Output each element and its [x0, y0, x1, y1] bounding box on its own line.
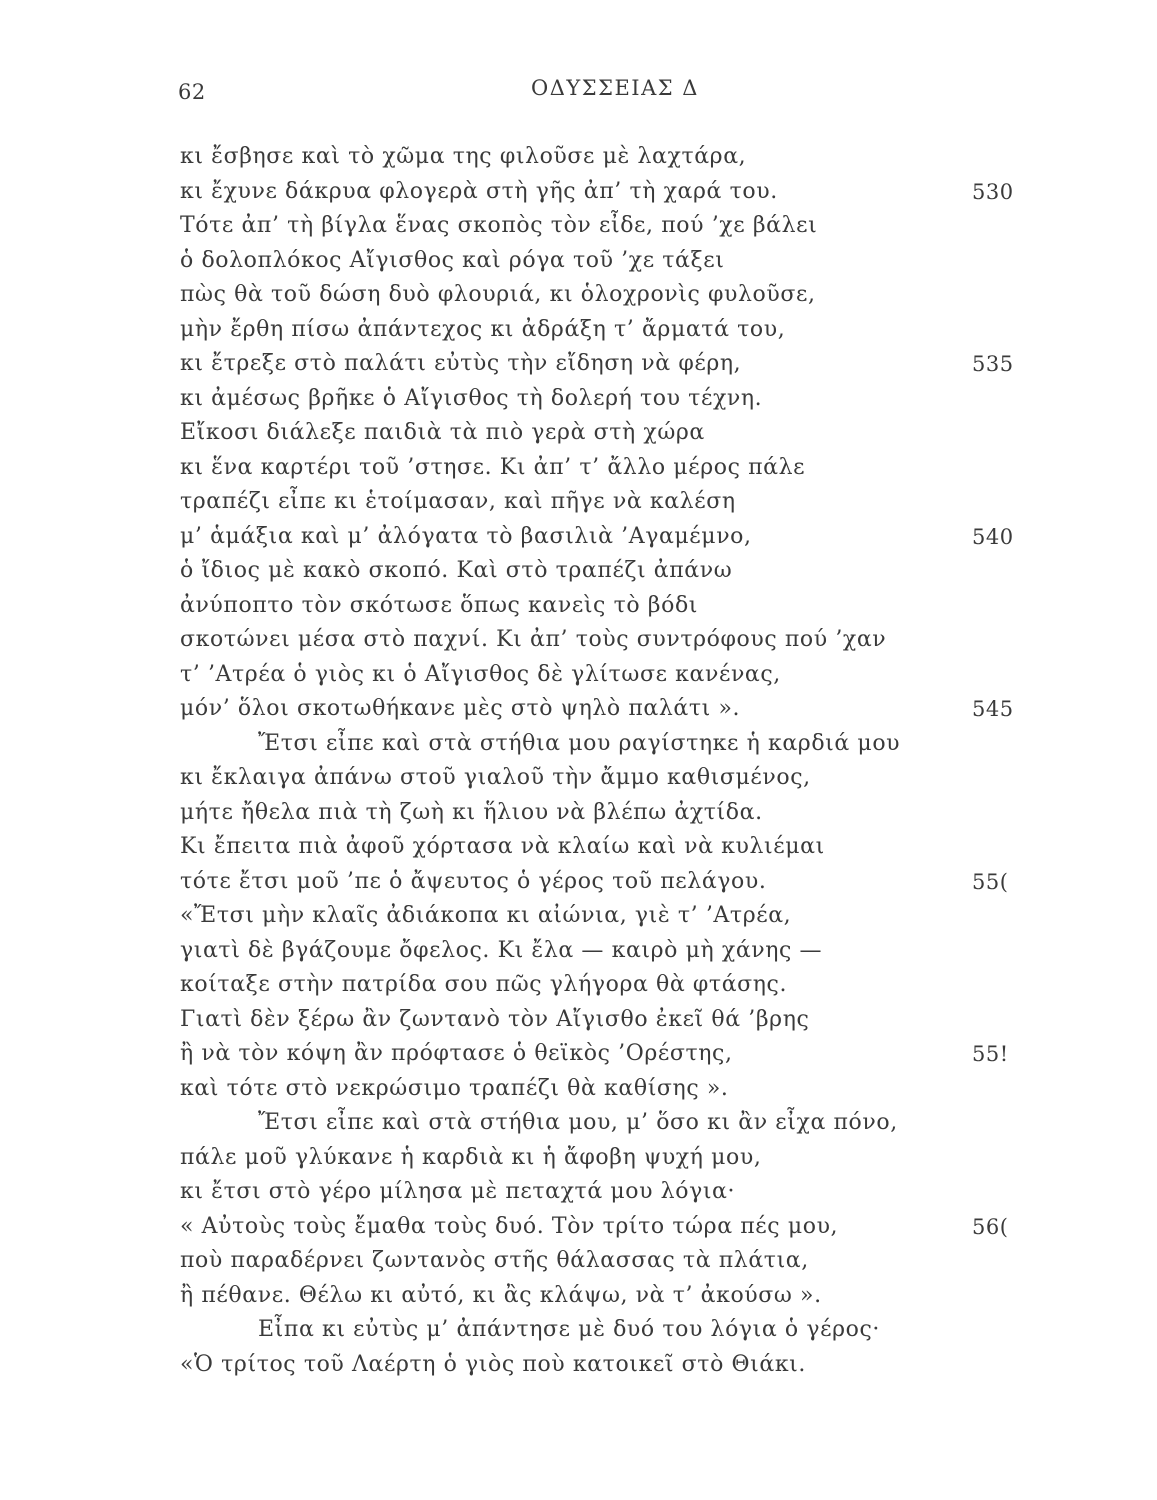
verse-line-text: πὼς θὰ τοῦ δώση δυὸ φλουριά, κι ὁλοχρονὶς φυλοῦσε,: [180, 282, 816, 307]
verse-line: [0, 554, 1157, 589]
line-number: 540: [972, 524, 1014, 549]
line-number: 56(: [972, 1214, 1009, 1239]
verse-line-text: ἀνύποπτο τὸν σκότωσε ὅπως κανεὶς τὸ βόδι: [180, 592, 699, 618]
verse-line-text: κι ἔχυνε δάκρυα φλογερὰ στὴ γῆς ἀπ’ τὴ χαρά του.: [180, 178, 778, 204]
verse-line-text: Τότε ἀπ’ τὴ βίγλα ἕνας σκοπὸς τὸν εἶδε, πού ’χε βάλει: [180, 213, 818, 238]
verse-line: [0, 347, 1157, 382]
verse-line: [0, 416, 1157, 451]
verse-line: [0, 1210, 1157, 1245]
verse-line-text: ἢ πέθανε. Θέλω κι αὐτό, κι ἂς κλάψω, νὰ τ’ ἀκούσω ».: [180, 1282, 822, 1308]
verse-line: [0, 1003, 1157, 1038]
verse-line: [0, 1244, 1157, 1279]
verse-line-text: Ἔτσι εἶπε καὶ στὰ στήθια μου, μ’ ὅσο κι ἂν εἶχα πόνο,: [258, 1110, 898, 1135]
verse-line: [0, 761, 1157, 796]
line-number: 545: [972, 697, 1014, 721]
verse-line-text: ὁ δολοπλόκος Αἴγισθος καὶ ρόγα τοῦ ’χε τάξει: [180, 247, 725, 273]
verse-line: [0, 1072, 1157, 1107]
verse-line: [0, 623, 1157, 658]
verse-line-text: ποὺ παραδέρνει ζωντανὸς στῆς θάλασσας τὰ πλάτια,: [180, 1248, 809, 1273]
verse-line-text: πάλε μοῦ γλύκανε ἡ καρδιὰ κι ἡ ἄφοβη ψυχή μου,: [180, 1144, 762, 1170]
verse-line-text: Εἶπα κι εὐτὺς μ’ ἀπάντησε μὲ δυό του λόγια ὁ γέρος·: [258, 1317, 881, 1342]
line-number: 535: [972, 352, 1014, 376]
verse-line-text: γιατὶ δὲ βγάζουμε ὄφελος. Κι ἔλα — καιρὸ μὴ χάνης —: [180, 937, 823, 963]
verse-line-text: κι ἀμέσως βρῆκε ὁ Αἴγισθος τὴ δολερή του τέχνη.: [180, 385, 763, 411]
verse-line-text: μ’ ἁμάξια καὶ μ’ ἀλόγατα τὸ βασιλιὰ ’Αγαμέμνο,: [180, 523, 752, 549]
verse-line-text: σκοτώνει μέσα στὸ παχνί. Κι ἀπ’ τοὺς συντρόφους πού ’χαν: [180, 627, 887, 652]
verse-line: [0, 796, 1157, 831]
verse-line: [0, 865, 1157, 900]
page-header: [0, 72, 1157, 112]
verse-line: [0, 1106, 1157, 1141]
verse-line-text: Κι ἔπειτα πιὰ ἀφοῦ χόρτασα νὰ κλαίω καὶ νὰ κυλιέμαι: [180, 834, 825, 859]
verse-line-text: κι ἔκλαιγα ἀπάνω στοῦ γιαλοῦ τὴν ἄμμο καθισμένος,: [180, 765, 811, 790]
verse-line-text: μὴν ἔρθη πίσω ἀπάντεχος κι ἀδράξη τ’ ἄρματά του,: [180, 316, 786, 342]
verse-line: [0, 1348, 1157, 1383]
verse-line: [0, 244, 1157, 279]
verse-line: [0, 485, 1157, 520]
verse-line-text: Γιατὶ δὲν ξέρω ἂν ζωντανὸ τὸν Αἴγισθο ἐκεῖ θά ’βρης: [180, 1006, 810, 1032]
verse-line: [0, 727, 1157, 762]
verse-line: [0, 934, 1157, 969]
verse-line: [0, 1037, 1157, 1072]
verse-line: [0, 313, 1157, 348]
verse-text: [0, 140, 1157, 1382]
verse-line: [0, 209, 1157, 244]
verse-line: [0, 175, 1157, 210]
verse-line: [0, 899, 1157, 934]
verse-line: [0, 1175, 1157, 1210]
verse-line: [0, 1313, 1157, 1348]
verse-line: [0, 520, 1157, 555]
line-number: 55(: [972, 869, 1009, 894]
verse-line-text: κι ἔτσι στὸ γέρο μίλησα μὲ πεταχτά μου λόγια·: [180, 1179, 736, 1204]
line-number: 530: [972, 179, 1014, 204]
verse-line-text: καὶ τότε στὸ νεκρώσιμο τραπέζι θὰ καθίσης ».: [180, 1075, 729, 1101]
verse-line: [0, 692, 1157, 727]
running-head: ΟΔΥΣΣΕΙΑΣ Δ: [531, 76, 699, 100]
line-number: 55!: [972, 1042, 1009, 1066]
verse-line-text: ἢ νὰ τὸν κόψη ἂν πρόφτασε ὁ θεϊκὸς ’Ορέστης,: [180, 1041, 733, 1066]
page-number: 62: [178, 80, 206, 104]
verse-line-text: Εἴκοσι διάλεξε παιδιὰ τὰ πιὸ γερὰ στὴ χώρα: [180, 420, 705, 445]
verse-line-text: «Ὁ τρίτος τοῦ Λαέρτη ὁ γιὸς ποὺ κατοικεῖ στὸ Θιάκι.: [180, 1351, 806, 1377]
verse-line-text: Ἔτσι εἶπε καὶ στὰ στήθια μου ραγίστηκε ἡ καρδιά μου: [258, 730, 901, 756]
verse-line-text: ὁ ἴδιος μὲ κακὸ σκοπό. Καὶ στὸ τραπέζι ἀπάνω: [180, 558, 733, 583]
verse-line-text: κι ἔτρεξε στὸ παλάτι εὐτὺς τὴν εἴδηση νὰ φέρη,: [180, 351, 742, 376]
verse-line: [0, 278, 1157, 313]
verse-line-text: τ’ ’Ατρέα ὁ γιὸς κι ὁ Αἴγισθος δὲ γλίτωσε κανένας,: [180, 661, 781, 687]
verse-line: [0, 589, 1157, 624]
verse-line-text: « Αὐτοὺς τοὺς ἔμαθα τοὺς δυό. Τὸν τρίτο τώρα πές μου,: [180, 1213, 839, 1239]
verse-line-text: κοίταξε στὴν πατρίδα σου πῶς γλήγορα θὰ φτάσης.: [180, 972, 788, 997]
verse-line: [0, 1279, 1157, 1314]
verse-line-text: μόν’ ὅλοι σκοτωθήκανε μὲς στὸ ψηλὸ παλάτι ».: [180, 696, 741, 721]
verse-line-text: τραπέζι εἶπε κι ἑτοίμασαν, καὶ πῆγε νὰ καλέση: [180, 489, 736, 514]
verse-line-text: «Ἔτσι μὴν κλαῖς ἀδιάκοπα κι αἰώνια, γιὲ τ’ ’Ατρέα,: [180, 903, 792, 928]
verse-line: [0, 1141, 1157, 1176]
verse-line: [0, 830, 1157, 865]
verse-line-text: κι ἕνα καρτέρι τοῦ ’στησε. Κι ἀπ’ τ’ ἄλλο μέρος πάλε: [180, 454, 806, 480]
verse-line: [0, 968, 1157, 1003]
verse-line-text: τότε ἔτσι μοῦ ’πε ὁ ἄψευτος ὁ γέρος τοῦ πελάγου.: [180, 868, 767, 894]
verse-line: [0, 451, 1157, 486]
verse-line-text: μήτε ἤθελα πιὰ τὴ ζωὴ κι ἥλιου νὰ βλέπω ἀχτίδα.: [180, 799, 763, 825]
verse-line: [0, 382, 1157, 417]
verse-line: [0, 658, 1157, 693]
verse-line: [0, 140, 1157, 175]
verse-line-text: κι ἔσβησε καὶ τὸ χῶμα της φιλοῦσε μὲ λαχτάρα,: [180, 144, 747, 169]
